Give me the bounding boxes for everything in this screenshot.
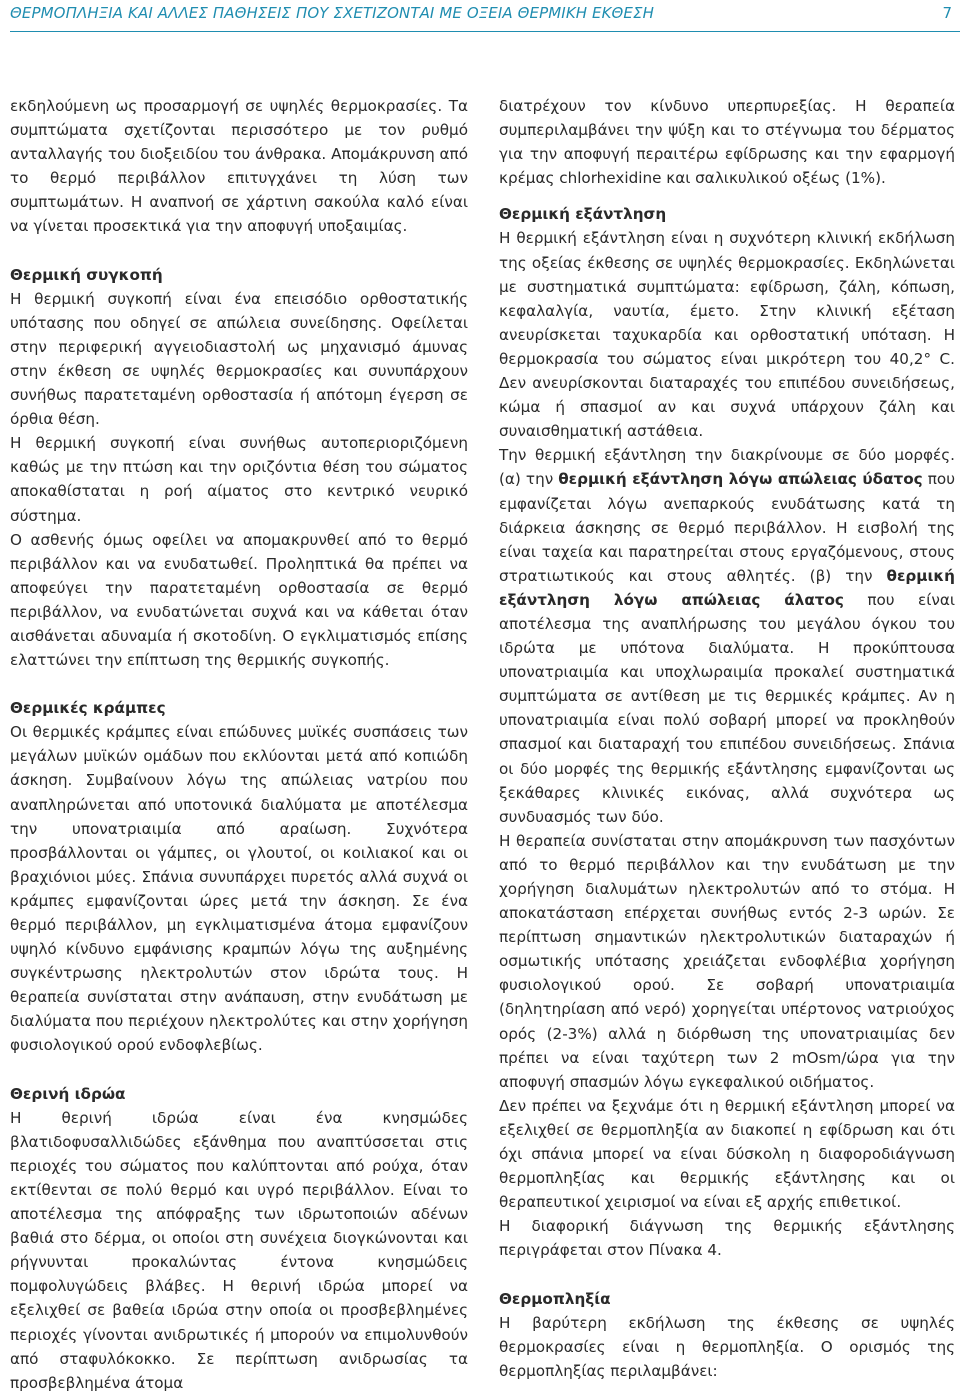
running-header [10,0,960,34]
running-title: ΘΕΡΜΟΠΛΗΞΙΑ ΚΑΙ ΑΛΛΕΣ ΠΑΘΗΣΕΙΣ ΠΟΥ ΣΧΕΤΙΖΟΝΤΑΙ ΜΕ ΟΞΕΙΑ ΘΕΡΜΙΚΗ ΕΚΘΕΣΗ [10,4,654,22]
paragraph: Η θεραπεία συνίσταται στην απομάκρυνση των πασχόντων από το θερμό περιβάλλον και την ενυδάτωση με την χορήγηση διαλυμάτων ηλεκτρολυτών από το στόμα. Η αποκατάσταση επέρχεται συνήθως εντός 2-3 ωρών. Σε περίπτωση σημαντικών ηλεκτρολυτικών διαταραχών ή οσμωτικής υπότασης χρειάζεται ενδοφλέβια χορήγηση φυσιολογικού ορού. Σε σοβαρή υπονατριαιμία (δηλητηρίαση από νερό) χορηγείται υπέρτονος νατριούχος ορός (2-3%) αλλά η διόρθωση της υπονατριαιμίας δεν πρέπει να είναι ταχύτερη των 2 mOsm/ώρα για την αποφυγή σπασμών λόγω εγκεφαλικού οιδήματος. [499,831,955,1091]
paragraph-exhaustion-forms [499,443,955,829]
paragraph: Ο ασθενής όμως οφείλει να απομακρυνθεί από το θερμό περιβάλλον και να ενυδατωθεί. Προληπτικά θα πρέπει να αποφεύγει την παρατεταμένη ορθοστασία σε θερμό περιβάλλον, να ενυδατώνεται συχνά και να κάθεται όταν αισθάνεται αδυναμία ή σκοτοδίνη. Ο εγκλιματισμός επίσης ελαττώνει την επίπτωση της θερμικής συγκοπής. [10,530,468,670]
text-run: που εμφανίζεται λόγω ανεπαρκούς ενυδάτωσης κατά τη διάρκεια άσκησης σε θερμό περιβάλλον. Η εισβολή της είναι ταχεία και παρατηρείται στους εργαζόμενους, στους στρατιωτικούς και στους αθλητές. (β) την [499,470,955,585]
text-run: που είναι αποτέλεσμα της αναπλήρωσης του μεγάλου όγκου του ιδρώτα με υπότονα διαλύματα. Η προκύπτουσα υπονατριαιμία και υποχλωραιμία προκαλεί συστηματικά συμπτώματα σε αντίθεση με τις θερμικές κράμπες. Αν η υπονατριαιμία είναι πολύ σοβαρή μπορεί να προκληθούν σπασμοί και διαταραχή του επιπέδου συνειδήσεως. Σπάνια οι δύο μορφές της θερμικής εξάντλησης εμφανίζονται ως ξεκάθαρες κλινικές εικόνας, αλλά συχνότερα ως συνδυασμός των δύο. [499,590,955,826]
right-column [499,94,955,1383]
paragraph: Η θερμική συγκοπή είναι συνήθως αυτοπεριοριζόμενη καθώς με την πτώση και την οριζόντια θέση του σώματος αποκαθίσταται η ροή αίματος στο κεντρικό νευρικό σύστημα. [10,434,468,525]
bold-term-salt-depletion: θερμική εξάντληση λόγω απώλειας άλατος [499,566,955,609]
section-heading-heatstroke: Θερμοπληξία [499,1289,611,1308]
paragraph: εκδηλούμενη ως προσαρμογή σε υψηλές θερμοκρασίες. Τα συμπτώματα σχετίζονται περισσότερο με τον ρυθμό ανταλλαγής του διοξειδίου του άνθρακα. Απομάκρυνση από το θερμό περιβάλλον επιτυγχάνει τη λύση των συμπτωμάτων. Η αναπνοή σε χάρτινη σακούλα καλό είναι να γίνεται προσεκτικά για την αποφυγή υποξαιμίας. [10,97,468,236]
page-number: 7 [942,4,952,22]
text-run: Την θερμική εξάντληση την διακρίνουμε σε δύο μορφές. (α) την [499,446,955,489]
section-heading-heat-cramps: Θερμικές κράμπες [10,699,166,718]
bold-term-water-depletion: θερμική εξάντληση λόγω απώλειας ύδατος [558,470,923,489]
paragraph: Η θερινή ιδρώα είναι ένα κνησμώδες βλατιδοφυσαλλιδώδες εξάνθημα που αναπτύσσεται στις περιοχές του σώματος που καλύπτονται από ρούχα, όταν εκτίθενται σε πολύ θερμό και υγρό περιβάλλον. Είναι το αποτέλεσμα της απόφραξης των ιδρωτοποιών αδένων βαθιά στο δέρμα, οι οποίοι στη συνέχεια διογκώνονται και ρήγνυνται προκαλώντας έντονα κνησμώδεις πομφολυγώδεις βλάβες. Η θερινή ιδρώα μπορεί να εξελιχθεί σε βαθεία ιδρώα στην οποία οι προσβεβλημένες περιοχές γίνονται ανιδρωτικές ή μπορούν να επιμολυνθούν από σταφυλόκοκκο. Σε περίπτωση ανιδρωσίας τα προσβεβλημένα άτομα [10,1108,468,1392]
paragraph: Δεν πρέπει να ξεχνάμε ότι η θερμική εξάντληση μπορεί να εξελιχθεί σε θερμοπληξία αν διακοπεί η εφίδρωση και ότι όχι σπάνια μπορεί να είναι δύσκολη η διαφοροδιάγνωση θερμοπληξίας και θερμικής εξάντλησης και οι θεραπευτικοί χειρισμοί να είναι εξ αρχής επιθετικοί. [499,1096,955,1212]
paragraph: Η θερμική συγκοπή είναι ένα επεισόδιο ορθοστατικής υπότασης που οδηγεί σε απώλεια συνείδησης. Οφείλεται στην περιφερική αγγειοδιαστολή ως μηχανισμό άμυνας στην έκθεση σε υψηλές θερμοκρασίες και συνυπάρχουν συνήθως παρατεταμένη ορθοστασία ή απότομη έγερση σε όρθια θέση. [10,289,468,429]
section-heading-heat-exhaustion: Θερμική εξάντληση [499,205,667,224]
section-heading-miliaria: Θερινή ιδρώα [10,1084,126,1103]
paragraph: Η διαφορική διάγνωση της θερμικής εξάντλησης περιγράφεται στον Πίνακα 4. [499,1217,955,1260]
paragraph: Οι θερμικές κράμπες είναι επώδυνες μυϊκές συσπάσεις των μεγάλων μυϊκών ομάδων που εκλύονται μετά από κοπιώδη άσκηση. Συμβαίνουν λόγω της απώλειας νατρίου που αναπληρώνεται από υποτονικά διαλύματα με αποτέλεσμα την υπονατριαιμία από αραίωση. Συχνότερα προσβάλλονται οι γάμπες, οι γλουτοί, οι κοιλιακοί και οι βραχιόνιοι μύες. Σπάνια συνυπάρχει πυρετός αλλά συχνά οι κράμπες εμφανίζονται ώρες μετά την άσκηση. Σε ένα θερμό περιβάλλον, μη εγκλιματισμένα άτομα εμφανίζουν υψηλό κίνδυνο εμφάνισης κραμπών λόγω της αυξημένης συγκέντρωσης ηλεκτρολυτών στον ιδρώτα τους. Η θεραπεία συνίσταται στην ανάπαυση, στην ενυδάτωση με διαλύματα που περιέχουν ηλεκτρολύτες και στην χορήγηση φυσιολογικού ορού ενδοφλεβίως. [10,723,468,1055]
paragraph: Η βαρύτερη εκδήλωση της έκθεσης σε υψηλές θερμοκρασίες είναι η θερμοπληξία. Ο ορισμός της θερμοπληξίας περιλαμβάνει: [499,1313,955,1380]
left-column [10,94,468,1395]
section-heading-heat-syncope: Θερμική συγκοπή [10,265,163,284]
header-rule [10,31,960,32]
paragraph: Η θερμική εξάντληση είναι η συχνότερη κλινική εκδήλωση της οξείας έκθεσης σε υψηλές θερμοκρασίες. Εκδηλώνεται με συστηματικά συμπτώματα: εφίδρωση, ζάλη, κόπωση, κεφαλαλγία, ναυτία, έμετο. Στην κλινική εξέταση ανευρίσκεται ταχυκαρδία και ορθοστατική υπόταση. Η θερμοκρασία του σώματος είναι μικρότερη του 40,2° C. Δεν ανευρίσκονται διαταραχές του επιπέδου συνειδήσεως, κώμα ή σπασμοί αν και συχνά υπάρχουν ζάλη και συναισθηματική αστάθεια. [499,229,955,441]
paragraph: διατρέχουν τον κίνδυνο υπερπυρεξίας. Η θεραπεία συμπεριλαμβάνει την ψύξη και το στέγνωμα του δέρματος για την αποφυγή περαιτέρω εφίδρωσης και την εφαρμογή κρέμας chlorhexidine και σαλικυλικού οξέως (1%). [499,97,955,188]
